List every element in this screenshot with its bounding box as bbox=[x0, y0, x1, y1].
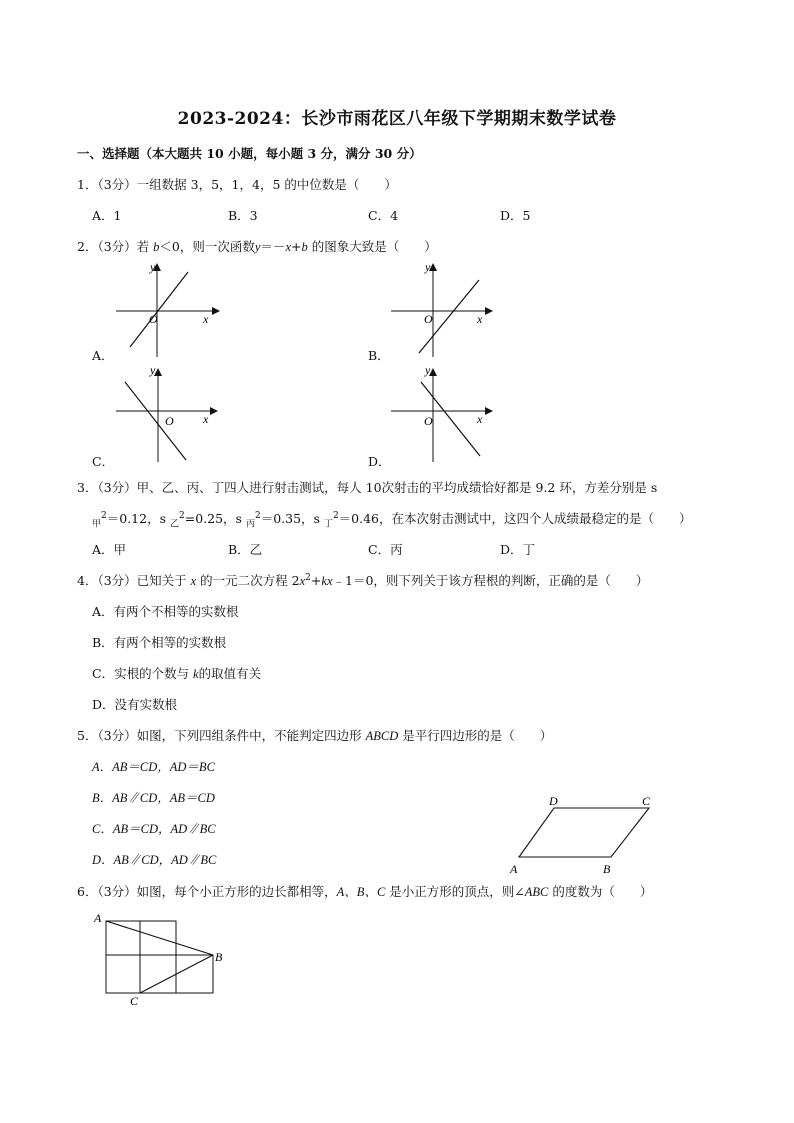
segment-ab bbox=[106, 921, 213, 955]
section-heading: 一、选择题（本大题共 10 小题，每小题 3 分，满分 30 分） bbox=[77, 146, 422, 161]
q3-option-c: C．丙 bbox=[368, 542, 403, 557]
q3-option-a: A．甲 bbox=[92, 542, 127, 557]
question-2: 2．（3分）若 b＜0，则一次函数y＝－x+b 的图象大致是（ ） bbox=[77, 239, 437, 254]
label-a: A bbox=[510, 862, 518, 876]
label-a: A bbox=[94, 911, 102, 925]
label-c: C bbox=[642, 794, 651, 808]
graph-b-origin: O bbox=[424, 312, 433, 326]
graph-b-x-label: x bbox=[477, 312, 483, 326]
graph-d-y-label: y bbox=[425, 363, 431, 377]
question-1: 1．（3分）一组数据 3，5，1，4，5 的中位数是（ ） bbox=[77, 177, 397, 192]
graph-option-a bbox=[110, 255, 230, 360]
question-4: 4．（3分）已知关于 x 的一元二次方程 $2x^2+kx﹣1=0$，则下列关于该方程根的判断，正确的是（ ） bbox=[77, 572, 649, 588]
question-3-line-2: $_甲^2$＝0.12，s $_乙^2$=0.25，s $_丙^2$＝0.35，s $_丁^2$＝0.46，在本次射击测试中，这四个人成绩最稳定的是（ ） bbox=[92, 510, 692, 530]
q1-option-c: C．4 bbox=[368, 208, 399, 223]
graph-option-c bbox=[110, 360, 230, 465]
q5-option-b: B．AB∥CD，AB＝CD bbox=[92, 791, 215, 805]
q2-option-a: A． bbox=[92, 348, 114, 363]
graph-c-origin: O bbox=[165, 414, 174, 428]
q4-option-a: A．有两个不相等的实数根 bbox=[92, 604, 239, 619]
q1-option-b: B．3 bbox=[228, 208, 258, 223]
graph-d-x-label: x bbox=[477, 412, 483, 426]
q1-option-a: A．1 bbox=[92, 208, 122, 223]
q5-option-d: D．AB∥CD，AD∥BC bbox=[92, 853, 217, 867]
graph-b-y-label: y bbox=[425, 260, 431, 274]
q5-option-a: A．AB＝CD，AD＝BC bbox=[92, 760, 215, 774]
q1-option-d: D．5 bbox=[500, 208, 531, 223]
label-c: C bbox=[130, 994, 139, 1008]
label-d: D bbox=[549, 794, 558, 808]
square-grid bbox=[106, 921, 213, 993]
q4-option-b: B．有两个相等的实数根 bbox=[92, 635, 227, 650]
label-b: B bbox=[603, 862, 611, 876]
question-5: 5．（3分）如图，下列四组条件中，不能判定四边形 ABCD 是平行四边形的是（ ） bbox=[77, 728, 553, 743]
parallelogram-abcd bbox=[519, 808, 649, 857]
q3-option-d: D．丁 bbox=[500, 542, 536, 557]
q4-option-c: C．实根的个数与 k的取值有关 bbox=[92, 666, 262, 681]
label-b: B bbox=[215, 950, 223, 964]
q5-option-c: C．AB＝CD，AD∥BC bbox=[92, 822, 216, 836]
parallelogram-figure bbox=[505, 790, 665, 880]
page-title: 2023-2024：长沙市雨花区八年级下学期期末数学试卷 bbox=[177, 109, 617, 129]
graph-c-x-label: x bbox=[203, 412, 209, 426]
graph-c-y-label: y bbox=[150, 363, 156, 377]
q4-option-d: D．没有实数根 bbox=[92, 697, 178, 712]
graph-option-b bbox=[385, 255, 505, 360]
graph-a-y-label: y bbox=[150, 260, 156, 274]
grid-figure bbox=[90, 905, 240, 1010]
q2-option-c: C． bbox=[92, 454, 115, 469]
graph-a-x-label: x bbox=[203, 312, 209, 326]
graph-d-origin: O bbox=[424, 414, 433, 428]
graph-a-origin: O bbox=[149, 312, 158, 326]
q2-option-b: B． bbox=[368, 348, 390, 363]
question-6: 6．（3分）如图，每个小正方形的边长都相等，A、B、C 是小正方形的顶点，则∠ABC 的度数为（ ） bbox=[77, 884, 653, 899]
graph-option-d bbox=[385, 360, 505, 465]
q2-option-d: D． bbox=[368, 454, 391, 469]
question-3-line-1: 3．（3分）甲、乙、丙、丁四人进行射击测试，每人 10次射击的平均成绩恰好都是 9.2 环，方差分别是 s bbox=[77, 480, 658, 495]
q3-option-b: B．乙 bbox=[228, 542, 263, 557]
